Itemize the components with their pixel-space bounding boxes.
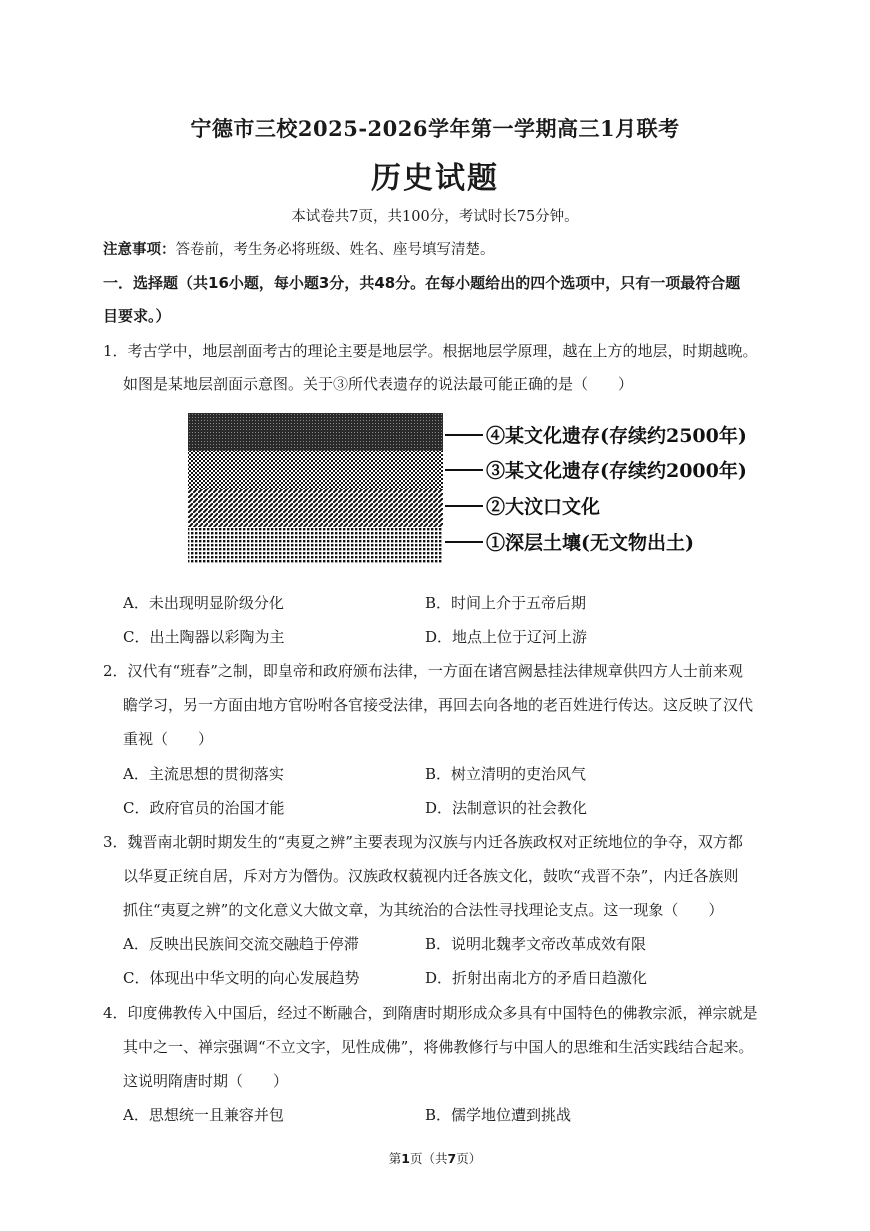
footer-post: 页） (456, 1151, 482, 1166)
layer-1-label: ①深层土壤(无文物出土) (486, 532, 694, 554)
section-heading-line2: 目要求。） (103, 307, 171, 325)
q2-option-b: B．树立清明的吏治风气 (425, 765, 587, 783)
notice-label: 注意事项： (103, 242, 176, 258)
q3-option-a: A．反映出民族间交流交融趋于停滞 (123, 935, 359, 953)
layer-2-label: ②大汶口文化 (486, 496, 601, 518)
footer-page-number: 1 (401, 1151, 410, 1166)
q3-line2: 以华夏正统自居，斥对方为僭伪。汉族政权藐视内迁各族文化，鼓吹“戎晋不杂”，内迁各族则 (123, 867, 739, 885)
notice-text: 答卷前，考生务必将班级、姓名、座号填写清楚。 (175, 242, 495, 258)
q2-option-d: D．法制意识的社会教化 (425, 799, 588, 817)
q1-option-b: B．时间上介于五帝后期 (425, 594, 587, 612)
q4-option-b: B．儒学地位遭到挑战 (425, 1106, 572, 1124)
q1-line2: 如图是某地层剖面示意图。关于③所代表遗存的说法最可能正确的是（ ） (123, 375, 634, 393)
stratigraphy-figure (183, 408, 747, 578)
page-footer (0, 1149, 870, 1167)
q3-option-b: B．说明北魏孝文帝改革成效有限 (425, 935, 647, 953)
layer-2-band (188, 489, 443, 527)
q4-line3: 这说明隋唐时期（ ） (123, 1072, 289, 1090)
subject-title: 历史试题 (371, 161, 499, 196)
q1-line1: 1．考古学中，地层剖面考古的理论主要是地层学。根据地层学原理，越在上方的地层，时期越晚。 (103, 342, 758, 360)
footer-total-pages: 7 (447, 1151, 457, 1166)
q1-option-a: A．未出现明显阶级分化 (123, 594, 284, 612)
q3-line1: 3．魏晋南北朝时期发生的“夷夏之辨”主要表现为汉族与内迁各族政权对正统地位的争夺，双方都 (103, 833, 743, 851)
exam-title: 宁德市三校2025-2026学年第一学期高三1月联考 (190, 116, 680, 141)
footer-pre: 第 (388, 1151, 402, 1166)
q4-line2: 其中之一、禅宗强调“不立文字，见性成佛”，将佛教修行与中国人的思维和生活实践结合起来。 (123, 1038, 754, 1056)
layer-4-band (188, 413, 443, 451)
q3-option-d: D．折射出南北方的矛盾日趋激化 (425, 969, 648, 987)
q4-line1: 4．印度佛教传入中国后，经过不断融合，到隋唐时期形成众多具有中国特色的佛教宗派，禅宗就是 (103, 1004, 758, 1022)
q2-line2: 瞻学习，另一方面由地方官吩咐各官接受法律，再回去向各地的老百姓进行传达。这反映了汉代 (123, 696, 754, 714)
q2-line3: 重视（ ） (123, 730, 214, 748)
notice (103, 238, 495, 259)
q2-option-c: C．政府官员的治国才能 (123, 799, 285, 817)
q1-option-d: D．地点上位于辽河上游 (425, 628, 588, 646)
q4-option-a: A．思想统一且兼容并包 (123, 1106, 284, 1124)
layer-4-label: ④某文化遗存(存续约2500年) (486, 425, 747, 447)
q2-line1: 2．汉代有“班春”之制，即皇帝和政府颁布法律，一方面在诸宫阙悬挂法律规章供四方人士前来观 (103, 662, 743, 680)
footer-mid: 页（共 (409, 1151, 448, 1166)
section-heading-line1: 一．选择题（共16小题，每小题3分，共48分。在每小题给出的四个选项中，只有一项最符合题 (103, 274, 741, 292)
exam-info: 本试卷共7页，共100分，考试时长75分钟。 (291, 209, 579, 225)
q1-option-c: C．出土陶器以彩陶为主 (123, 628, 285, 646)
layer-1-band (188, 527, 443, 563)
layer-3-band (188, 451, 443, 489)
q3-option-c: C．体现出中华文明的向心发展趋势 (123, 969, 360, 987)
q3-line3: 抓住“夷夏之辨”的文化意义大做文章，为其统治的合法性寻找理论支点。这一现象（ ） (123, 901, 724, 919)
q2-option-a: A．主流思想的贯彻落实 (123, 765, 284, 783)
layer-3-label: ③某文化遗存(存续约2000年) (486, 460, 747, 482)
